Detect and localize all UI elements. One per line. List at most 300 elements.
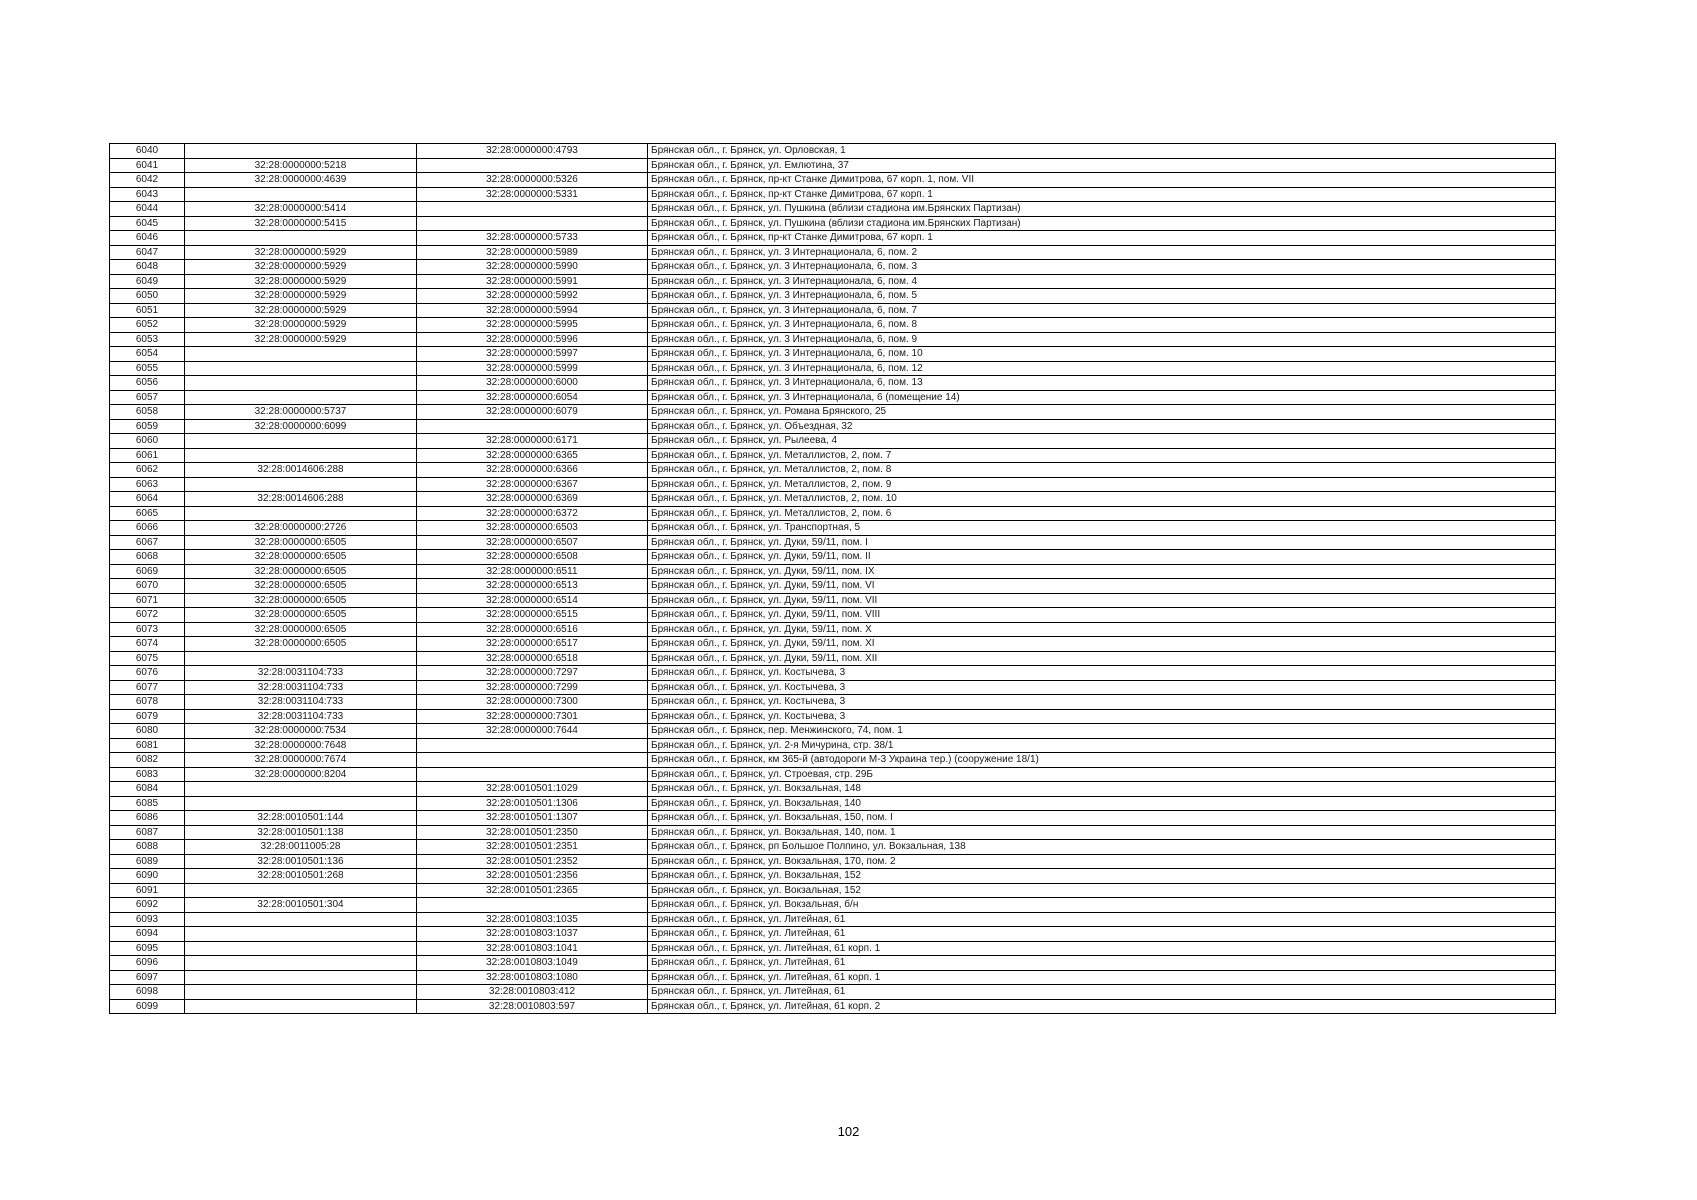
table-row <box>110 506 1556 521</box>
row-number-cell: 6094 <box>110 927 185 942</box>
row-number-cell: 6089 <box>110 854 185 869</box>
cadastral-number-cell: 32:28:0010501:1029 <box>417 782 648 797</box>
address-cell: Брянская обл., г. Брянск, ул. Костычева, 3 <box>648 666 1556 681</box>
row-number-cell: 6082 <box>110 753 185 768</box>
row-number-cell: 6059 <box>110 419 185 434</box>
parent-cadastral-number-cell: 32:28:0000000:5929 <box>185 260 417 275</box>
parent-cadastral-number-cell: 32:28:0000000:5414 <box>185 202 417 217</box>
cadastral-number-cell: 32:28:0000000:6369 <box>417 492 648 507</box>
table-row <box>110 593 1556 608</box>
table-row <box>110 840 1556 855</box>
row-number-cell: 6084 <box>110 782 185 797</box>
address-cell: Брянская обл., г. Брянск, км 365-й (автодороги М-3 Украина тер.) (сооружение 18/1) <box>648 753 1556 768</box>
address-cell: Брянская обл., г. Брянск, рп Большое Полпино, ул. Вокзальная, 138 <box>648 840 1556 855</box>
registry-table-body <box>110 144 1556 1014</box>
parent-cadastral-number-cell: 32:28:0010501:136 <box>185 854 417 869</box>
cadastral-number-cell: 32:28:0000000:5733 <box>417 231 648 246</box>
table-row <box>110 376 1556 391</box>
row-number-cell: 6047 <box>110 245 185 260</box>
parent-cadastral-number-cell: 32:28:0000000:6505 <box>185 550 417 565</box>
page-number: 102 <box>837 1124 860 1139</box>
address-cell: Брянская обл., г. Брянск, пр-кт Станке Димитрова, 67 корп. 1 <box>648 187 1556 202</box>
cadastral-number-cell: 32:28:0010803:412 <box>417 985 648 1000</box>
row-number-cell: 6097 <box>110 970 185 985</box>
address-cell: Брянская обл., г. Брянск, ул. 2-я Мичурина, стр. 38/1 <box>648 738 1556 753</box>
cadastral-number-cell: 32:28:0000000:6507 <box>417 535 648 550</box>
parent-cadastral-number-cell: 32:28:0031104:733 <box>185 680 417 695</box>
address-cell: Брянская обл., г. Брянск, ул. Пушкина (вблизи стадиона им.Брянских Партизан) <box>648 202 1556 217</box>
cadastral-number-cell <box>417 158 648 173</box>
parent-cadastral-number-cell: 32:28:0000000:6505 <box>185 608 417 623</box>
row-number-cell: 6070 <box>110 579 185 594</box>
table-row <box>110 680 1556 695</box>
parent-cadastral-number-cell: 32:28:0000000:6099 <box>185 419 417 434</box>
row-number-cell: 6042 <box>110 173 185 188</box>
parent-cadastral-number-cell: 32:28:0000000:7674 <box>185 753 417 768</box>
table-row <box>110 753 1556 768</box>
address-cell: Брянская обл., г. Брянск, ул. 3 Интернационала, 6, пом. 3 <box>648 260 1556 275</box>
parent-cadastral-number-cell: 32:28:0014606:288 <box>185 463 417 478</box>
row-number-cell: 6052 <box>110 318 185 333</box>
address-cell: Брянская обл., г. Брянск, ул. Вокзальная, 152 <box>648 869 1556 884</box>
cadastral-number-cell: 32:28:0010803:1080 <box>417 970 648 985</box>
table-row <box>110 535 1556 550</box>
address-cell: Брянская обл., г. Брянск, ул. 3 Интернационала, 6, пом. 7 <box>648 303 1556 318</box>
row-number-cell: 6048 <box>110 260 185 275</box>
cadastral-number-cell: 32:28:0010501:2365 <box>417 883 648 898</box>
table-row <box>110 782 1556 797</box>
parent-cadastral-number-cell: 32:28:0010501:304 <box>185 898 417 913</box>
parent-cadastral-number-cell: 32:28:0010501:268 <box>185 869 417 884</box>
address-cell: Брянская обл., г. Брянск, ул. Дуки, 59/11, пом. X <box>648 622 1556 637</box>
parent-cadastral-number-cell <box>185 376 417 391</box>
cadastral-number-cell: 32:28:0000000:5995 <box>417 318 648 333</box>
cadastral-number-cell: 32:28:0000000:6054 <box>417 390 648 405</box>
parent-cadastral-number-cell: 32:28:0000000:5218 <box>185 158 417 173</box>
table-row <box>110 709 1556 724</box>
table-row <box>110 434 1556 449</box>
row-number-cell: 6090 <box>110 869 185 884</box>
table-row <box>110 550 1556 565</box>
cadastral-number-cell: 32:28:0000000:6518 <box>417 651 648 666</box>
cadastral-number-cell: 32:28:0000000:7301 <box>417 709 648 724</box>
address-cell: Брянская обл., г. Брянск, ул. 3 Интернационала, 6, пом. 8 <box>648 318 1556 333</box>
table-row <box>110 912 1556 927</box>
row-number-cell: 6050 <box>110 289 185 304</box>
row-number-cell: 6067 <box>110 535 185 550</box>
row-number-cell: 6072 <box>110 608 185 623</box>
address-cell: Брянская обл., г. Брянск, пр-кт Станке Димитрова, 67 корп. 1 <box>648 231 1556 246</box>
cadastral-number-cell: 32:28:0010501:1307 <box>417 811 648 826</box>
parent-cadastral-number-cell: 32:28:0000000:5929 <box>185 318 417 333</box>
table-row <box>110 854 1556 869</box>
row-number-cell: 6041 <box>110 158 185 173</box>
table-row <box>110 347 1556 362</box>
address-cell: Брянская обл., г. Брянск, ул. Костычева, 3 <box>648 695 1556 710</box>
parent-cadastral-number-cell <box>185 782 417 797</box>
parent-cadastral-number-cell <box>185 448 417 463</box>
address-cell: Брянская обл., г. Брянск, ул. Металлистов, 2, пом. 7 <box>648 448 1556 463</box>
address-cell: Брянская обл., г. Брянск, ул. Дуки, 59/11, пом. I <box>648 535 1556 550</box>
parent-cadastral-number-cell: 32:28:0010501:138 <box>185 825 417 840</box>
table-row <box>110 622 1556 637</box>
cadastral-number-cell: 32:28:0000000:6513 <box>417 579 648 594</box>
parent-cadastral-number-cell <box>185 361 417 376</box>
parent-cadastral-number-cell <box>185 231 417 246</box>
cadastral-number-cell: 32:28:0010501:2356 <box>417 869 648 884</box>
table-row <box>110 390 1556 405</box>
parent-cadastral-number-cell: 32:28:0000000:7648 <box>185 738 417 753</box>
parent-cadastral-number-cell <box>185 941 417 956</box>
parent-cadastral-number-cell <box>185 477 417 492</box>
cadastral-number-cell: 32:28:0000000:6503 <box>417 521 648 536</box>
address-cell: Брянская обл., г. Брянск, ул. Литейная, 61 корп. 1 <box>648 970 1556 985</box>
parent-cadastral-number-cell: 32:28:0000000:5737 <box>185 405 417 420</box>
cadastral-number-cell: 32:28:0010501:2351 <box>417 840 648 855</box>
parent-cadastral-number-cell <box>185 651 417 666</box>
table-row <box>110 332 1556 347</box>
address-cell: Брянская обл., г. Брянск, ул. 3 Интернационала, 6, пом. 9 <box>648 332 1556 347</box>
table-row <box>110 970 1556 985</box>
cadastral-number-cell: 32:28:0000000:6372 <box>417 506 648 521</box>
table-row <box>110 144 1556 159</box>
parent-cadastral-number-cell: 32:28:0000000:5929 <box>185 274 417 289</box>
table-row <box>110 579 1556 594</box>
address-cell: Брянская обл., г. Брянск, ул. Металлистов, 2, пом. 9 <box>648 477 1556 492</box>
address-cell: Брянская обл., г. Брянск, ул. 3 Интернационала, 6, пом. 2 <box>648 245 1556 260</box>
parent-cadastral-number-cell <box>185 883 417 898</box>
parent-cadastral-number-cell <box>185 347 417 362</box>
cadastral-number-cell: 32:28:0010803:1037 <box>417 927 648 942</box>
cadastral-number-cell: 32:28:0000000:7297 <box>417 666 648 681</box>
cadastral-number-cell: 32:28:0000000:6515 <box>417 608 648 623</box>
table-row <box>110 651 1556 666</box>
cadastral-number-cell: 32:28:0000000:7299 <box>417 680 648 695</box>
table-row <box>110 564 1556 579</box>
parent-cadastral-number-cell: 32:28:0011005:28 <box>185 840 417 855</box>
table-row <box>110 419 1556 434</box>
table-row <box>110 956 1556 971</box>
parent-cadastral-number-cell <box>185 390 417 405</box>
cadastral-number-cell: 32:28:0000000:5991 <box>417 274 648 289</box>
cadastral-number-cell: 32:28:0000000:5994 <box>417 303 648 318</box>
row-number-cell: 6061 <box>110 448 185 463</box>
address-cell: Брянская обл., г. Брянск, ул. Дуки, 59/11, пом. XII <box>648 651 1556 666</box>
cadastral-number-cell <box>417 767 648 782</box>
cadastral-number-cell: 32:28:0000000:6079 <box>417 405 648 420</box>
row-number-cell: 6078 <box>110 695 185 710</box>
parent-cadastral-number-cell: 32:28:0000000:5929 <box>185 332 417 347</box>
table-row <box>110 637 1556 652</box>
address-cell: Брянская обл., г. Брянск, ул. Костычева, 3 <box>648 709 1556 724</box>
parent-cadastral-number-cell <box>185 970 417 985</box>
address-cell: Брянская обл., г. Брянск, ул. 3 Интернационала, 6, пом. 12 <box>648 361 1556 376</box>
address-cell: Брянская обл., г. Брянск, ул. Литейная, 61 <box>648 985 1556 1000</box>
row-number-cell: 6076 <box>110 666 185 681</box>
address-cell: Брянская обл., г. Брянск, ул. Емлютина, 37 <box>648 158 1556 173</box>
parent-cadastral-number-cell <box>185 144 417 159</box>
row-number-cell: 6056 <box>110 376 185 391</box>
parent-cadastral-number-cell: 32:28:0000000:5415 <box>185 216 417 231</box>
table-row <box>110 289 1556 304</box>
address-cell: Брянская обл., г. Брянск, ул. Строевая, стр. 29Б <box>648 767 1556 782</box>
row-number-cell: 6053 <box>110 332 185 347</box>
row-number-cell: 6046 <box>110 231 185 246</box>
row-number-cell: 6045 <box>110 216 185 231</box>
row-number-cell: 6096 <box>110 956 185 971</box>
address-cell: Брянская обл., г. Брянск, ул. Орловская, 1 <box>648 144 1556 159</box>
address-cell: Брянская обл., г. Брянск, ул. 3 Интернационала, 6 (помещение 14) <box>648 390 1556 405</box>
row-number-cell: 6098 <box>110 985 185 1000</box>
table-row <box>110 492 1556 507</box>
table-row <box>110 724 1556 739</box>
row-number-cell: 6075 <box>110 651 185 666</box>
row-number-cell: 6044 <box>110 202 185 217</box>
row-number-cell: 6057 <box>110 390 185 405</box>
row-number-cell: 6069 <box>110 564 185 579</box>
parent-cadastral-number-cell: 32:28:0014606:288 <box>185 492 417 507</box>
parent-cadastral-number-cell: 32:28:0031104:733 <box>185 709 417 724</box>
parent-cadastral-number-cell: 32:28:0000000:5929 <box>185 245 417 260</box>
cadastral-number-cell <box>417 419 648 434</box>
row-number-cell: 6080 <box>110 724 185 739</box>
parent-cadastral-number-cell <box>185 912 417 927</box>
row-number-cell: 6091 <box>110 883 185 898</box>
address-cell: Брянская обл., г. Брянск, пр-кт Станке Димитрова, 67 корп. 1, пом. VII <box>648 173 1556 188</box>
address-cell: Брянская обл., г. Брянск, ул. 3 Интернационала, 6, пом. 10 <box>648 347 1556 362</box>
address-cell: Брянская обл., г. Брянск, ул. Транспортная, 5 <box>648 521 1556 536</box>
address-cell: Брянская обл., г. Брянск, ул. Вокзальная, 140 <box>648 796 1556 811</box>
row-number-cell: 6064 <box>110 492 185 507</box>
cadastral-number-cell <box>417 216 648 231</box>
cadastral-number-cell <box>417 898 648 913</box>
table-row <box>110 173 1556 188</box>
parent-cadastral-number-cell: 32:28:0000000:6505 <box>185 535 417 550</box>
cadastral-number-cell: 32:28:0000000:6511 <box>417 564 648 579</box>
row-number-cell: 6060 <box>110 434 185 449</box>
address-cell: Брянская обл., г. Брянск, ул. Вокзальная, 140, пом. 1 <box>648 825 1556 840</box>
cadastral-number-cell: 32:28:0000000:5992 <box>417 289 648 304</box>
table-row <box>110 927 1556 942</box>
table-row <box>110 318 1556 333</box>
parent-cadastral-number-cell: 32:28:0000000:2726 <box>185 521 417 536</box>
parent-cadastral-number-cell: 32:28:0000000:6505 <box>185 637 417 652</box>
cadastral-number-cell: 32:28:0000000:5997 <box>417 347 648 362</box>
address-cell: Брянская обл., г. Брянск, ул. Вокзальная, 148 <box>648 782 1556 797</box>
parent-cadastral-number-cell <box>185 927 417 942</box>
address-cell: Брянская обл., г. Брянск, ул. 3 Интернационала, 6, пом. 5 <box>648 289 1556 304</box>
address-cell: Брянская обл., г. Брянск, ул. Литейная, 61 <box>648 927 1556 942</box>
parent-cadastral-number-cell <box>185 956 417 971</box>
address-cell: Брянская обл., г. Брянск, ул. Литейная, 61 <box>648 956 1556 971</box>
parent-cadastral-number-cell <box>185 434 417 449</box>
address-cell: Брянская обл., г. Брянск, ул. Металлистов, 2, пом. 6 <box>648 506 1556 521</box>
row-number-cell: 6079 <box>110 709 185 724</box>
address-cell: Брянская обл., г. Брянск, ул. Дуки, 59/11, пом. II <box>648 550 1556 565</box>
table-row <box>110 216 1556 231</box>
row-number-cell: 6068 <box>110 550 185 565</box>
table-row <box>110 260 1556 275</box>
cadastral-number-cell: 32:28:0000000:5326 <box>417 173 648 188</box>
row-number-cell: 6071 <box>110 593 185 608</box>
address-cell: Брянская обл., г. Брянск, ул. Вокзальная, 152 <box>648 883 1556 898</box>
address-cell: Брянская обл., г. Брянск, ул. Дуки, 59/11, пом. IX <box>648 564 1556 579</box>
cadastral-number-cell: 32:28:0000000:6365 <box>417 448 648 463</box>
row-number-cell: 6088 <box>110 840 185 855</box>
row-number-cell: 6054 <box>110 347 185 362</box>
row-number-cell: 6051 <box>110 303 185 318</box>
table-row <box>110 187 1556 202</box>
row-number-cell: 6066 <box>110 521 185 536</box>
cadastral-number-cell: 32:28:0010803:597 <box>417 999 648 1014</box>
row-number-cell: 6040 <box>110 144 185 159</box>
row-number-cell: 6043 <box>110 187 185 202</box>
row-number-cell: 6055 <box>110 361 185 376</box>
row-number-cell: 6077 <box>110 680 185 695</box>
parent-cadastral-number-cell: 32:28:0031104:733 <box>185 695 417 710</box>
parent-cadastral-number-cell <box>185 999 417 1014</box>
parent-cadastral-number-cell: 32:28:0000000:6505 <box>185 579 417 594</box>
address-cell: Брянская обл., г. Брянск, ул. Вокзальная, 170, пом. 2 <box>648 854 1556 869</box>
cadastral-number-cell: 32:28:0000000:4793 <box>417 144 648 159</box>
cadastral-number-cell: 32:28:0000000:5999 <box>417 361 648 376</box>
parent-cadastral-number-cell: 32:28:0000000:8204 <box>185 767 417 782</box>
row-number-cell: 6058 <box>110 405 185 420</box>
table-row <box>110 303 1556 318</box>
address-cell: Брянская обл., г. Брянск, ул. Литейная, 61 корп. 1 <box>648 941 1556 956</box>
parent-cadastral-number-cell: 32:28:0000000:6505 <box>185 564 417 579</box>
row-number-cell: 6087 <box>110 825 185 840</box>
table-row <box>110 999 1556 1014</box>
address-cell: Брянская обл., г. Брянск, ул. 3 Интернационала, 6, пом. 4 <box>648 274 1556 289</box>
cadastral-number-cell <box>417 202 648 217</box>
parent-cadastral-number-cell <box>185 985 417 1000</box>
table-row <box>110 202 1556 217</box>
table-row <box>110 985 1556 1000</box>
row-number-cell: 6081 <box>110 738 185 753</box>
address-cell: Брянская обл., г. Брянск, ул. Костычева, 3 <box>648 680 1556 695</box>
address-cell: Брянская обл., г. Брянск, ул. Дуки, 59/11, пом. VII <box>648 593 1556 608</box>
cadastral-number-cell: 32:28:0000000:5990 <box>417 260 648 275</box>
cadastral-number-cell: 32:28:0000000:6516 <box>417 622 648 637</box>
table-row <box>110 767 1556 782</box>
cadastral-number-cell: 32:28:0010501:1306 <box>417 796 648 811</box>
parent-cadastral-number-cell <box>185 796 417 811</box>
cadastral-number-cell: 32:28:0010803:1035 <box>417 912 648 927</box>
table-row <box>110 608 1556 623</box>
cadastral-number-cell: 32:28:0000000:6000 <box>417 376 648 391</box>
address-cell: Брянская обл., г. Брянск, ул. Объездная, 32 <box>648 419 1556 434</box>
row-number-cell: 6093 <box>110 912 185 927</box>
table-row <box>110 898 1556 913</box>
cadastral-number-cell: 32:28:0000000:6517 <box>417 637 648 652</box>
table-row <box>110 361 1556 376</box>
parent-cadastral-number-cell: 32:28:0000000:5929 <box>185 289 417 304</box>
table-row <box>110 245 1556 260</box>
cadastral-number-cell: 32:28:0000000:7300 <box>417 695 648 710</box>
table-row <box>110 448 1556 463</box>
table-row <box>110 521 1556 536</box>
row-number-cell: 6073 <box>110 622 185 637</box>
table-row <box>110 869 1556 884</box>
row-number-cell: 6062 <box>110 463 185 478</box>
parent-cadastral-number-cell: 32:28:0000000:6505 <box>185 593 417 608</box>
parent-cadastral-number-cell: 32:28:0000000:6505 <box>185 622 417 637</box>
cadastral-number-cell <box>417 738 648 753</box>
table-row <box>110 695 1556 710</box>
address-cell: Брянская обл., г. Брянск, ул. Романа Брянского, 25 <box>648 405 1556 420</box>
parent-cadastral-number-cell: 32:28:0010501:144 <box>185 811 417 826</box>
address-cell: Брянская обл., г. Брянск, ул. Металлистов, 2, пом. 10 <box>648 492 1556 507</box>
table-row <box>110 883 1556 898</box>
address-cell: Брянская обл., г. Брянск, ул. Дуки, 59/11, пом. XI <box>648 637 1556 652</box>
row-number-cell: 6063 <box>110 477 185 492</box>
cadastral-number-cell: 32:28:0000000:6366 <box>417 463 648 478</box>
address-cell: Брянская обл., г. Брянск, ул. Пушкина (вблизи стадиона им.Брянских Партизан) <box>648 216 1556 231</box>
table-row <box>110 158 1556 173</box>
table-row <box>110 405 1556 420</box>
cadastral-number-cell: 32:28:0010803:1049 <box>417 956 648 971</box>
row-number-cell: 6086 <box>110 811 185 826</box>
parent-cadastral-number-cell: 32:28:0000000:4639 <box>185 173 417 188</box>
cadastral-number-cell <box>417 753 648 768</box>
cadastral-number-cell: 32:28:0000000:6508 <box>417 550 648 565</box>
cadastral-number-cell: 32:28:0000000:5331 <box>417 187 648 202</box>
table-row <box>110 231 1556 246</box>
address-cell: Брянская обл., г. Брянск, ул. Литейная, 61 <box>648 912 1556 927</box>
table-row <box>110 738 1556 753</box>
table-row <box>110 477 1556 492</box>
row-number-cell: 6095 <box>110 941 185 956</box>
address-cell: Брянская обл., г. Брянск, ул. Вокзальная, 150, пом. I <box>648 811 1556 826</box>
row-number-cell: 6092 <box>110 898 185 913</box>
address-cell: Брянская обл., г. Брянск, ул. Рылеева, 4 <box>648 434 1556 449</box>
table-row <box>110 274 1556 289</box>
registry-table <box>109 143 1556 1014</box>
row-number-cell: 6049 <box>110 274 185 289</box>
row-number-cell: 6065 <box>110 506 185 521</box>
table-row <box>110 463 1556 478</box>
cadastral-number-cell: 32:28:0000000:6514 <box>417 593 648 608</box>
parent-cadastral-number-cell <box>185 506 417 521</box>
table-row <box>110 825 1556 840</box>
row-number-cell: 6083 <box>110 767 185 782</box>
address-cell: Брянская обл., г. Брянск, ул. Литейная, 61 корп. 2 <box>648 999 1556 1014</box>
parent-cadastral-number-cell <box>185 187 417 202</box>
address-cell: Брянская обл., г. Брянск, ул. 3 Интернационала, 6, пом. 13 <box>648 376 1556 391</box>
parent-cadastral-number-cell: 32:28:0031104:733 <box>185 666 417 681</box>
address-cell: Брянская обл., г. Брянск, ул. Дуки, 59/11, пом. VI <box>648 579 1556 594</box>
cadastral-number-cell: 32:28:0010501:2352 <box>417 854 648 869</box>
parent-cadastral-number-cell: 32:28:0000000:7534 <box>185 724 417 739</box>
parent-cadastral-number-cell: 32:28:0000000:5929 <box>185 303 417 318</box>
address-cell: Брянская обл., г. Брянск, ул. Вокзальная, б/н <box>648 898 1556 913</box>
table-row <box>110 811 1556 826</box>
table-row <box>110 796 1556 811</box>
table-row <box>110 941 1556 956</box>
cadastral-number-cell: 32:28:0000000:6367 <box>417 477 648 492</box>
row-number-cell: 6074 <box>110 637 185 652</box>
cadastral-number-cell: 32:28:0000000:7644 <box>417 724 648 739</box>
cadastral-number-cell: 32:28:0010501:2350 <box>417 825 648 840</box>
address-cell: Брянская обл., г. Брянск, ул. Металлистов, 2, пом. 8 <box>648 463 1556 478</box>
row-number-cell: 6099 <box>110 999 185 1014</box>
cadastral-number-cell: 32:28:0010803:1041 <box>417 941 648 956</box>
cadastral-number-cell: 32:28:0000000:6171 <box>417 434 648 449</box>
address-cell: Брянская обл., г. Брянск, ул. Дуки, 59/11, пом. VIII <box>648 608 1556 623</box>
row-number-cell: 6085 <box>110 796 185 811</box>
address-cell: Брянская обл., г. Брянск, пер. Менжинского, 74, пом. 1 <box>648 724 1556 739</box>
